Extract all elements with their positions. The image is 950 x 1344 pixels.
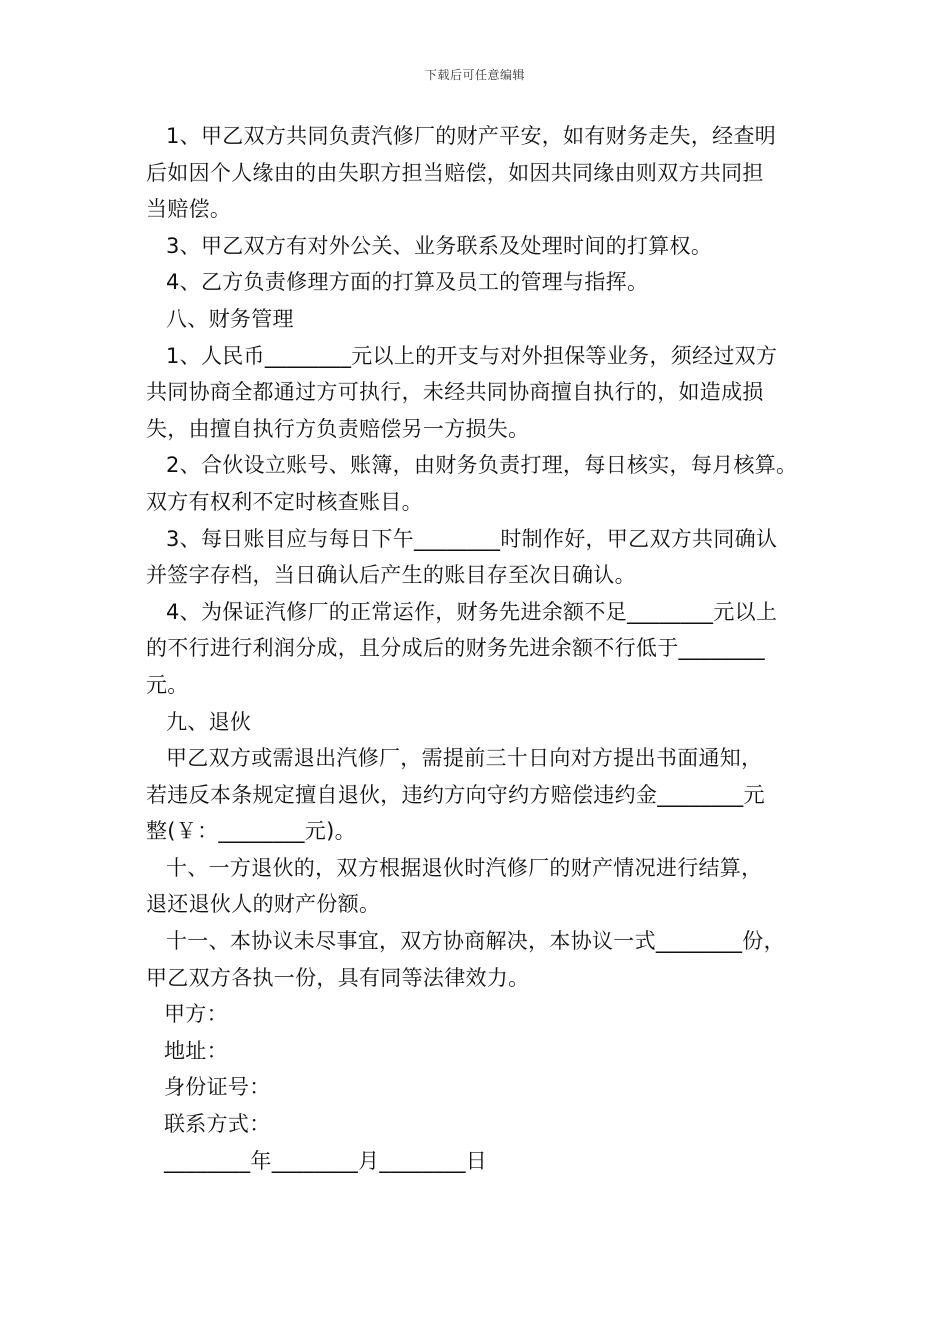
text-line: 1、甲乙双方共同负责汽修厂的财产平安，如有财务走失，经查明 <box>166 124 777 148</box>
text-line: 共同协商全都通过方可执行，未经共同协商擅自执行的，如造成损 <box>146 380 764 405</box>
text-line: 的不行进行利润分成，且分成后的财务先进余额不行低于________ <box>146 636 765 661</box>
text-line: 并签字存档，当日确认后产生的账目存至次日确认。 <box>146 563 636 588</box>
text-line: 3、每日账目应与每日下午________时制作好，甲乙双方共同确认 <box>166 526 778 551</box>
section-heading-finance: 八、财务管理 <box>166 306 294 331</box>
text-line: 2、合伙设立账号、账簿，由财务负责打理，每日核实，每月核算。 <box>166 453 798 478</box>
section-11-misc <box>146 923 826 996</box>
signature-party-a: 甲方： <box>164 1002 228 1027</box>
section-heading-withdrawal: 九、退伙 <box>166 709 252 734</box>
withdrawal-clause <box>146 740 826 850</box>
text-line: 整(￥：________元)。 <box>146 819 356 844</box>
finance-clause-3 <box>146 521 826 594</box>
text-line: 甲乙双方或需退出汽修厂，需提前三十日向对方提出书面通知， <box>166 746 763 771</box>
signature-date: ________年________月________日 <box>164 1148 488 1173</box>
document-body <box>146 118 826 1179</box>
clause-1-property <box>146 118 826 228</box>
finance-clause-4 <box>146 594 826 704</box>
signature-address: 地址： <box>164 1038 228 1063</box>
section-10-settlement <box>146 850 826 923</box>
page-header-note: 下载后可任意编辑 <box>424 68 525 82</box>
finance-clause-1 <box>146 338 826 448</box>
text-line: 失，由擅自执行方负责赔偿另一方损失。 <box>146 416 530 441</box>
text-line: 双方有权利不定时核查账目。 <box>146 489 423 514</box>
finance-clause-2 <box>146 447 826 520</box>
text-line: 若违反本条规定擅自退伙，违约方向守约方赔偿违约金________元 <box>146 782 765 807</box>
text-line: 当赔偿。 <box>146 197 232 222</box>
clause-3-decision: 3、甲乙双方有对外公关、业务联系及处理时间的打算权。 <box>166 233 713 258</box>
text-line: 十、一方退伙的，双方根据退伙时汽修厂的财产情况进行结算， <box>166 855 763 880</box>
signature-contact: 联系方式： <box>164 1112 271 1137</box>
text-line: 1、人民币________元以上的开支与对外担保等业务，须经过双方 <box>166 343 778 368</box>
signature-id-number: 身份证号： <box>164 1075 271 1100</box>
text-line: 4、为保证汽修厂的正常运作，财务先进余额不足________元以上 <box>166 599 778 624</box>
text-line: 后如因个人缘由的由失职方担当赔偿，如因共同缘由则双方共同担 <box>146 160 764 185</box>
text-line: 甲乙双方各执一份，具有同等法律效力。 <box>146 965 530 990</box>
text-line: 元。 <box>146 672 189 697</box>
text-line: 十一、本协议未尽事宜，双方协商解决，本协议一式________份， <box>166 929 785 954</box>
clause-4-repair: 4、乙方负责修理方面的打算及员工的管理与指挥。 <box>166 270 649 295</box>
text-line: 退还退伙人的财产份额。 <box>146 892 381 917</box>
